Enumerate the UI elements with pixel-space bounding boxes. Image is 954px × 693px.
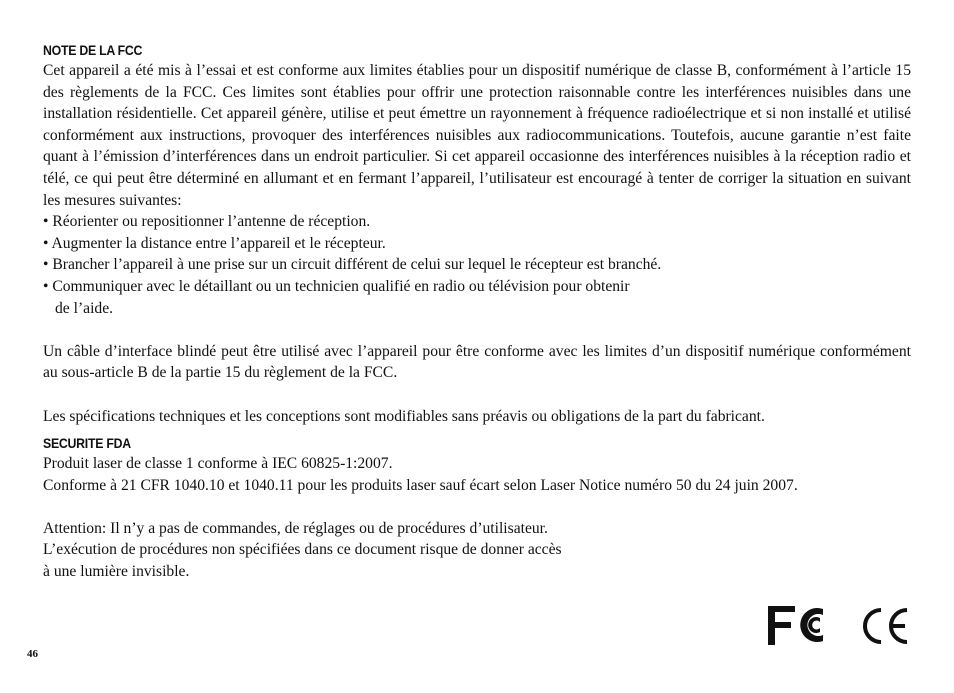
spacer [43,319,911,341]
fda-attention-2: L’exécution de procédures non spécifiées dans ce document risque de donner accès [43,541,562,559]
fcc-bullet-1: • Réorienter ou repositionner l’antenne de réception. [43,213,371,231]
fda-attention-1: Attention: Il n’y a pas de commandes, de réglages ou de procédures d’utilisateur. [43,519,548,537]
page-number: 46 [27,648,38,660]
fda-line-1: Produit laser de classe 1 conforme à IEC 60825-1:2007. [43,455,393,473]
certification-logos [765,600,915,650]
fcc-heading: NOTE DE LA FCC [43,42,143,58]
ce-mark [861,602,921,652]
fcc-bullet-4-continuation: de l’aide. [55,299,114,317]
spacer [43,384,911,406]
fcc-cable-paragraph: Un câble d’interface blindé peut être utilisé avec l’appareil pour être conforme avec les limites d’un dispositif numérique conformément au sous-article B de la partie 15 du règlement de la FCC. [43,342,911,382]
fcc-bullet-2: • Augmenter la distance entre l’appareil et le récepteur. [43,234,386,252]
fda-attention-3: à une lumière invisible. [43,563,190,581]
fcc-intro-paragraph: Cet appareil a été mis à l’essai et est conforme aux limites établies pour un dispositif numérique de classe B, conformément à l’article 15 des règlements de la FCC. Ces limites sont établies pour offrir une protection raisonnable contre les interférences nuisibles dans une installation résidentielle. Cet appareil génère, utilise et peut émettre un rayonnement à fréquence radioélectrique et si non installé et utilisé conformément aux instructions, provoquer des interférences nuisibles aux radiocommunications. Toutefois, aucune garantie n’est faite quant à l’émission d’interférences dans un endroit particulier. Si cet appareil occasionne des interférences nuisibles à la réception radio et télé, ce qui peut être déterminé en allumant et en fermant l’appareil, l’utilisateur est encouragé à tenter de corriger la situation en suivant les mesures suivantes: [43,62,911,209]
fcc-bullet-3: • Brancher l’appareil à une prise sur un circuit différent de celui sur lequel le récepteur est branché. [43,256,662,274]
spacer [43,496,911,518]
fcc-specs-paragraph: Les spécifications techniques et les conceptions sont modifiables sans préavis ou obligations de la part du fabricant. [43,407,765,425]
fda-line-2: Conforme à 21 CFR 1040.10 et 1040.11 pour les produits laser sauf écart selon Laser Notice numéro 50 du 24 juin 2007. [43,476,798,494]
document-page [43,40,911,583]
fcc-bullet-4: • Communiquer avec le détaillant ou un technicien qualifié en radio ou télévision pour obtenir [43,277,630,295]
fda-heading: SECURITE FDA [43,435,131,452]
